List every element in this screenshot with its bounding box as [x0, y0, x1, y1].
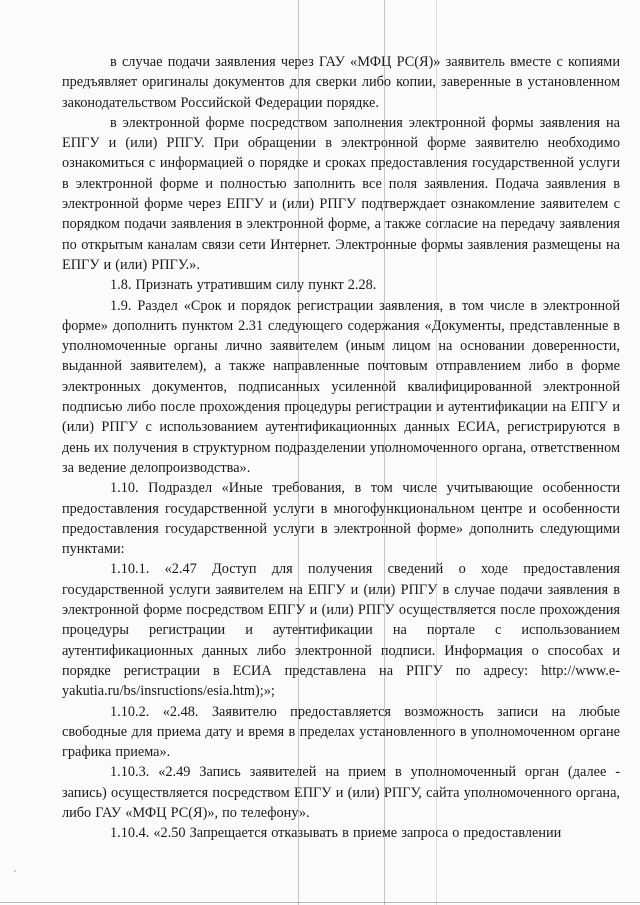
scan-speck	[14, 870, 16, 872]
paragraph-1-10-1: 1.10.1. «2.47 Доступ для получения сведений о ходе предоставления государственной услуги заявителем на ЕПГУ и (или) РПГУ в случае подачи заявления в электронной форме посредством ЕПГУ и (или) РПГУ осуществляется после прохождения процедуры регистрации и аутентификации на портале с использованием аутентификационных данных либо электронной подписи. Информация о способах и порядке регистрации в ЕСИА представлена на РПГУ по адресу: http://www.e-yakutia.ru/bs/insructions/esia.htm);»;	[62, 561, 620, 700]
paragraph-electronic-form: в электронной форме посредством заполнения электронной формы заявления на ЕПГУ и (или) РПГУ. При обращении в электронной форме заявителю необходимо ознакомиться с информацией о порядке и сроках предоставления государственной услуги в электронной форме и полностью заполнить все поля заявления. Подача заявления в электронной форме через ЕПГУ и (или) РПГУ подтверждает ознакомление заявителем с порядком подачи заявления в электронной форме, а также согласие на передачу заявления по открытым каналам связи сети Интернет. Электронные формы заявления размещены на ЕПГУ и (или) РПГУ.».	[62, 114, 620, 273]
paragraph-1-10-4: 1.10.4. «2.50 Запрещается отказывать в приеме запроса о предоставлении	[110, 825, 562, 842]
paragraph-1-9: 1.9. Раздел «Срок и порядок регистрации заявления, в том числе в электронной форме» дополнить пунктом 2.31 следующего содержания «Документы, представленные в уполномоченные органы лично заявителем (иным лицом на основании доверенности, выданной заявителем), а также направленные почтовым отправлением либо в форме электронных документов, подписанных усиленной квалифицированной электронной подписью либо после прохождения процедуры регистрации и аутентификации на ЕПГУ и (или) РПГУ с использованием аутентификационных данных ЕСИА, регистрируются в день их получения в структурном подразделении уполномоченного органа, ответственном за ведение делопроизводства».	[62, 297, 620, 476]
paragraph-1-10-2: 1.10.2. «2.48. Заявителю предоставляется возможность записи на любые свободные для приема дату и время в пределах установленного в уполномоченном органе графика приема».	[62, 703, 620, 761]
document-body	[62, 52, 620, 844]
page-bottom-edge	[0, 902, 640, 903]
scan-speck	[590, 120, 591, 123]
paragraph-1-10: 1.10. Подраздел «Иные требования, в том числе учитывающие особенности предоставления государственной услуги в многофункциональном центре и особенности предоставления государственной услуги в электронной форме» дополнить следующими пунктами:	[62, 480, 620, 558]
paragraph-1-8: 1.8. Признать утратившим силу пункт 2.28.	[110, 277, 377, 294]
paragraph-mfc-submission: в случае подачи заявления через ГАУ «МФЦ РС(Я)» заявитель вместе с копиями предъявляет оригиналы документов для сверки либо копии, заверенные в установленном законодательством Российской Федерации порядке.	[62, 54, 620, 111]
paragraph-1-10-3: 1.10.3. «2.49 Запись заявителей на прием в уполномоченный орган (далее - запись) осуществляется посредством ЕПГУ и (или) РПГУ, сайта уполномоченного органа, либо ГАУ «МФЦ РС(Я)», по телефону».	[62, 764, 620, 821]
